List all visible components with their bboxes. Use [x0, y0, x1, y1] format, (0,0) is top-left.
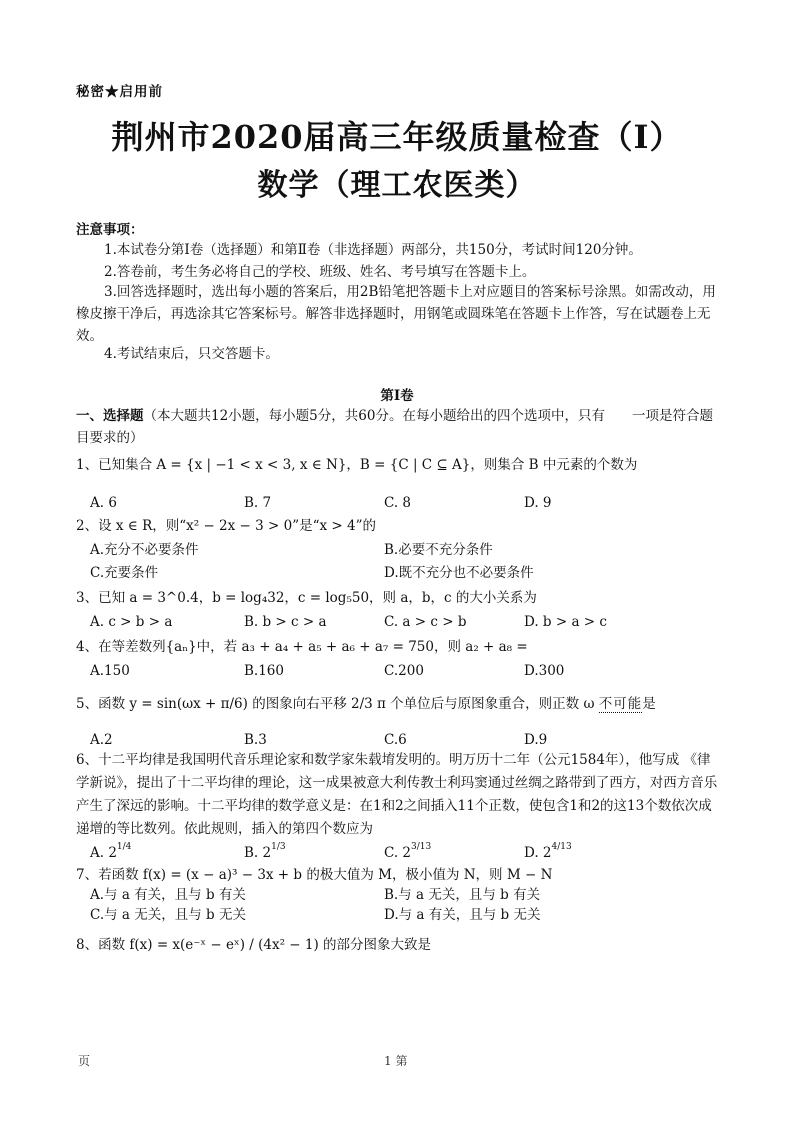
question-7-stem: 7、若函数 f(x) = (x − a)³ − 3x + b 的极大值为 M，极小值为 N，则 M − N	[76, 867, 553, 883]
q6-c-base: C. 2	[384, 845, 412, 861]
section-intro	[76, 405, 721, 449]
q2-option-d: D.既不充分也不必要条件	[384, 565, 534, 581]
q6-option-a	[90, 843, 131, 865]
q2-option-b: B.必要不充分条件	[384, 542, 493, 558]
q3-option-c: C. a > c > b	[384, 614, 467, 630]
section-heading: 一、选择题	[76, 408, 144, 424]
footer-page-number: 1 第	[384, 1054, 408, 1068]
q5-emphasis: 不可能	[598, 696, 643, 712]
exam-subtitle: 数学（理工农医类）	[257, 168, 537, 203]
q5-option-b: B.3	[244, 732, 267, 748]
q1-option-a: A. 6	[90, 495, 117, 511]
q5-option-c: C.6	[384, 732, 407, 748]
footer-page-label: 页	[78, 1054, 91, 1068]
note-2: 2.答卷前，考生务必将自己的学校、班级、姓名、考号填写在答题卡上。	[104, 264, 536, 280]
q1-option-c: C. 8	[384, 495, 412, 511]
q3-option-b: B. b > c > a	[244, 614, 327, 630]
q6-b-base: B. 2	[244, 845, 272, 861]
q6-option-d	[524, 843, 572, 865]
q4-option-a: A.150	[90, 663, 130, 679]
q7-option-a: A.与 a 有关，且与 b 有关	[90, 887, 246, 903]
question-1-stem: 1、已知集合 A = {x | −1 < x < 3, x ∈ N}，B = {C | C ⊆ A}，则集合 B 中元素的个数为	[76, 457, 638, 473]
q4-option-c: C.200	[384, 663, 424, 679]
question-3-stem: 3、已知 a = 3^0.4，b = log₄32，c = log₅50，则 a，b，c 的大小关系为	[76, 590, 537, 606]
q2-option-a: A.充分不必要条件	[90, 542, 199, 558]
question-6-stem: 6、十二平均律是我国明代音乐理论家和数学家朱载堉发明的。明万历十二年（公元1584年），他写成 《律学新说》，提出了十二平均律的理论，这一成果被意大利传教士利玛窦通过丝绸之路带到了西方，对西方音乐产生了深远的影响。十二平均律的数学意义是：在1和2之间插入11个正数，使包含1和2的这13个数依次成递增的等比数列。依此规则，插入的第四个数应为	[76, 752, 718, 837]
q7-option-c: C.与 a 无关，且与 b 无关	[90, 907, 246, 923]
q1-option-d: D. 9	[524, 495, 552, 511]
note-3: 3.回答选择题时，选出每小题的答案后，用2B铅笔把答题卡上对应题目的答案标号涂黑。如需改动，用橡皮擦干净后，再选涂其它答案标号。解答非选择题时，用钢笔或圆珠笔在答题卡上作答，写在试题卷上无效。	[76, 284, 716, 344]
q1-option-b: B. 7	[244, 495, 272, 511]
q7-option-b: B.与 a 无关，且与 b 有关	[384, 887, 541, 903]
note-4: 4.考试结束后，只交答题卡。	[104, 346, 279, 362]
q6-option-b	[244, 843, 286, 865]
q5-option-a: A.2	[90, 732, 113, 748]
q6-a-base: A. 2	[90, 845, 117, 861]
q5-option-d: D.9	[524, 732, 548, 748]
question-4-stem: 4、在等差数列{aₙ}中，若 a₃ + a₄ + a₅ + a₆ + a₇ = 750，则 a₂ + a₈ =	[76, 639, 528, 655]
q6-c-exponent: 3/13	[411, 842, 432, 852]
q3-option-a: A. c > b > a	[90, 614, 173, 630]
exam-title: 荆州市2020届高三年级质量检查（Ⅰ）	[111, 118, 683, 156]
q4-option-b: B.160	[244, 663, 284, 679]
q5-stem-text: 5、函数 y = sin(ωx + π/6) 的图象向右平移 2/3 π 个单位后与原图象重合，则正数 ω	[76, 696, 599, 712]
q6-option-c	[384, 843, 431, 865]
confidential-label: 秘密★启用前	[76, 84, 163, 100]
note-1: 1.本试卷分第Ⅰ卷（选择题）和第Ⅱ卷（非选择题）两部分，共150分，考试时间120分钟。	[104, 242, 642, 258]
question-8-stem: 8、函数 f(x) = x(e⁻ˣ − eˣ) / (4x² − 1) 的部分图象大致是	[76, 937, 432, 953]
q5-stem-end: 是	[642, 696, 656, 712]
q6-d-base: D. 2	[524, 845, 552, 861]
q2-option-c: C.充要条件	[90, 565, 159, 581]
q6-d-exponent: 4/13	[551, 842, 572, 852]
q3-option-d: D. b > a > c	[524, 614, 607, 630]
volume-title: 第Ⅰ卷	[380, 388, 414, 404]
q6-a-exponent: 1/4	[116, 842, 132, 852]
section-description: （本大题共12小题，每小题5分，共60分。在每小题给出的四个选项中，只有 一项是符合题目要求的）	[76, 408, 713, 446]
q4-option-d: D.300	[524, 663, 565, 679]
q6-b-exponent: 1/3	[271, 842, 286, 852]
q7-option-d: D.与 a 有关，且与 b 无关	[384, 907, 541, 923]
question-5-stem	[76, 694, 656, 714]
notes-heading: 注意事项：	[76, 222, 144, 238]
question-2-stem: 2、设 x ∈ R，则“x² − 2x − 3 > 0”是“x > 4”的	[76, 518, 377, 534]
